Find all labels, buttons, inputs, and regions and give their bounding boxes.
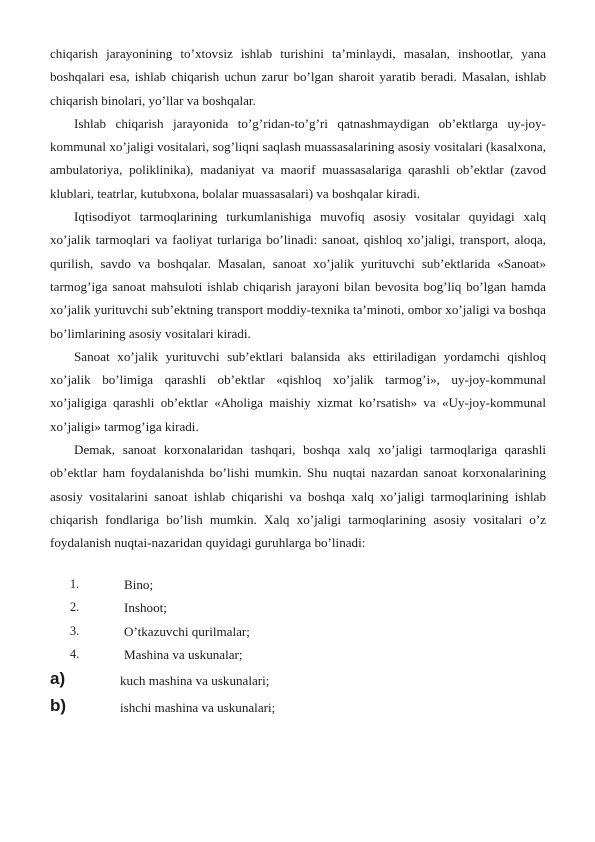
list-item-number: 2.	[70, 600, 80, 615]
paragraph-auxiliary-agriculture: Sanoat xo’jalik yurituvchi sub’ektlari balansida aks ettiriladigan yordamchi qishloq xo’jalik bo’limiga qarashli ob’ektlar «qishloq xo’jalik tarmog’i», uy-joy-kommunal xo’jaligiga qarashli ob’ektlar «Aholiga maishiy xizmat ko’rsatish» va «Uy-joy-kommunal xo’jaligi» tarmog’iga kiradi.	[50, 348, 546, 434]
machinery-sublist	[50, 667, 546, 722]
sublist-item	[50, 694, 546, 722]
list-item-text: Bino;	[124, 576, 154, 592]
document-page	[50, 42, 546, 722]
list-item-number: 3.	[70, 623, 80, 638]
list-item-number: 4.	[70, 647, 80, 662]
sublist-item	[50, 667, 546, 695]
list-item-text: Inshoot;	[124, 600, 167, 616]
sublist-item-text: kuch mashina va uskunalari;	[120, 672, 270, 688]
list-item-text: Mashina va uskunalar;	[124, 647, 243, 663]
list-item	[50, 573, 546, 597]
asset-group-list	[50, 573, 546, 667]
paragraph-economic-sectors: Iqtisodiyot tarmoqlarining turkumlanishiga muvofiq asosiy vositalar quyidagi xalq xo’jalik tarmoqlari va faoliyat turlariga bo’linadi: sanoat, qishloq xo’jaligi, transport, aloqa, qurilish, savdo va boshqalar. Masalan, sanoat xo’jalik yurituvchi sub’ektlarida «Sanoat» tarmog’iga sanoat mahsuloti ishlab chiqarish jarayoni bilan bevosita bog’liq bo’lgan hamda xo’jalik yurituvchi sub’ektning transport moddiy-texnika ta’minoti, ombor xo’jaligi va boshqa bo’limlarining asosiy vositalari kiradi.	[50, 209, 546, 341]
paragraph-continuation: chiqarish jarayonining to’xtovsiz ishlab turishini ta’minlaydi, masalan, inshootlar, yana boshqalari esa, ishlab chiqarish uchun zarur bo’lgan sharoit yaratib beradi. Masalan, ishlab chiqarish binolari, yo’llar va boshqalar.	[50, 46, 546, 108]
list-item	[50, 643, 546, 667]
sublist-item-text: ishchi mashina va uskunalari;	[120, 700, 276, 716]
sublist-item-letter: b)	[50, 696, 67, 716]
paragraph-asset-groups: Demak, sanoat korxonalaridan tashqari, boshqa xalq xo’jaligi tarmoqlariga qarashli ob’ektlar ham foydalanishda bo’lishi mumkin. Shu nuqtai nazardan sanoat korxonalarining asosiy vositalarini sanoat ishlab chiqarishi va boshqa xalq xo’jaligi tarmoqlarining ishlab chiqarish fondlariga bo’lish mumkin. Xalq xo’jaligi tarmoqlarining asosiy vositalari o’z foydalanish nuqtai-nazaridan quyidagi guruhlarga bo’linadi:	[50, 442, 546, 551]
list-item	[50, 620, 546, 644]
sublist-item-letter: a)	[50, 668, 66, 688]
paragraph-non-production-objects: Ishlab chiqarish jarayonida to’g’ridan-to’g’ri qatnashmaydigan ob’ektlarga uy-joy-kommunal xo’jaligi vositalari, sog’liqni saqlash muassasalarining asosiy vositalari (kasalxona, ambulatoriya, poliklinika), madaniyat va maorif muassasalariga qarashli ob’ektlar (zavod klublari, teatrlar, kutubxona, bolalar muassasalari) va boshqalar kiradi.	[50, 115, 546, 201]
list-item-text: O’tkazuvchi qurilmalar;	[124, 623, 250, 639]
list-item-number: 1.	[70, 576, 80, 591]
list-item	[50, 596, 546, 620]
